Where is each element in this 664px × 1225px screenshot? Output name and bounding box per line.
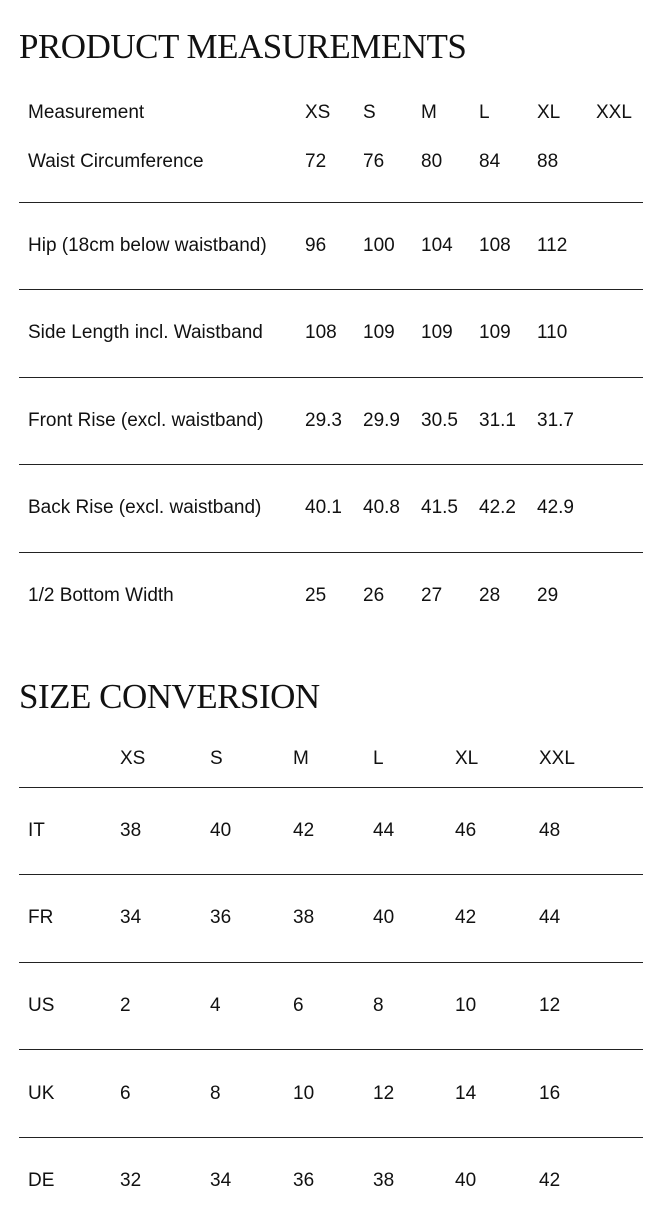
table-cell: [587, 146, 643, 202]
table-cell: 36: [293, 1170, 315, 1192]
table-cell: 6: [120, 1082, 131, 1104]
table-cell: 38: [120, 819, 142, 841]
measurement-label: Front Rise (excl. waistband): [28, 409, 264, 431]
table-cell: 42: [455, 907, 477, 929]
table-cell: 10: [293, 1082, 315, 1104]
table-cell: [587, 290, 643, 378]
table-row: [19, 962, 643, 1050]
table-cell: 40: [373, 907, 395, 929]
size-column-header: L: [373, 747, 384, 769]
table-cell: 88: [537, 150, 559, 172]
table-cell: 41.5: [421, 497, 458, 519]
table-cell: 44: [373, 819, 395, 841]
region-label: DE: [28, 1170, 55, 1192]
table-row: [19, 552, 643, 640]
table-cell: 40.1: [305, 497, 342, 519]
size-column-header: M: [293, 747, 309, 769]
region-label: UK: [28, 1082, 55, 1104]
table-cell: 42: [293, 819, 315, 841]
region-column-header: [19, 731, 111, 787]
table-cell: 109: [363, 322, 395, 344]
table-cell: 72: [305, 150, 327, 172]
table-cell: 16: [539, 1082, 561, 1104]
table-cell: 30.5: [421, 409, 458, 431]
table-cell: 108: [479, 234, 511, 256]
table-cell: 12: [539, 994, 561, 1016]
region-label: US: [28, 994, 55, 1016]
table-row: [19, 1050, 643, 1138]
product-measurements-table: [19, 80, 643, 640]
table-cell: [587, 465, 643, 553]
table-cell: 80: [421, 150, 443, 172]
table-cell: 10: [455, 994, 477, 1016]
table-cell: 32: [120, 1170, 142, 1192]
table-row: [19, 290, 643, 378]
table-cell: 14: [455, 1082, 477, 1104]
table-cell: 34: [210, 1170, 232, 1192]
measurement-label: Waist Circumference: [28, 150, 204, 172]
table-cell: 4: [210, 994, 221, 1016]
table-cell: 109: [479, 322, 511, 344]
table-cell: 40: [455, 1170, 477, 1192]
table-row: [19, 787, 643, 875]
measurement-label: Side Length incl. Waistband: [28, 322, 263, 344]
table-cell: [587, 552, 643, 640]
size-column-header: XL: [537, 102, 561, 123]
table-cell: 42: [539, 1170, 561, 1192]
measurement-label: Hip (18cm below waistband): [28, 234, 267, 256]
size-column-header: XXL: [596, 102, 632, 123]
table-cell: 76: [363, 150, 385, 172]
table-cell: 8: [373, 994, 384, 1016]
size-column-header: XS: [305, 102, 331, 123]
table-cell: 36: [210, 907, 232, 929]
table-cell: 46: [455, 819, 477, 841]
size-column-header: L: [479, 102, 490, 123]
measurement-label: 1/2 Bottom Width: [28, 585, 174, 606]
size-conversion-title: SIZE CONVERSION: [19, 677, 320, 716]
table-cell: 31.7: [537, 409, 574, 431]
size-column-header: S: [363, 102, 376, 123]
table-cell: 110: [537, 322, 568, 344]
table-cell: 42.9: [537, 497, 574, 519]
table-cell: 38: [293, 907, 315, 929]
table-cell: 8: [210, 1082, 221, 1104]
table-cell: 48: [539, 819, 561, 841]
table-cell: 27: [421, 585, 443, 606]
table-cell: 42.2: [479, 497, 516, 519]
table-row: [19, 875, 643, 963]
table-cell: 12: [373, 1082, 395, 1104]
table-cell: 26: [363, 585, 385, 606]
table-cell: 29: [537, 585, 559, 606]
table-row: [19, 1137, 643, 1225]
product-measurements-title: PRODUCT MEASUREMENTS: [19, 27, 467, 66]
size-column-header: XL: [455, 747, 479, 769]
table-cell: 31.1: [479, 409, 516, 431]
table-row: [19, 202, 643, 290]
table-cell: 29.3: [305, 409, 342, 431]
size-column-header: M: [421, 102, 437, 123]
table-cell: [587, 377, 643, 465]
table-cell: 112: [537, 234, 568, 256]
table-cell: 109: [421, 322, 453, 344]
table-row: [19, 146, 643, 202]
size-column-header: XXL: [539, 747, 575, 769]
table-cell: 40.8: [363, 497, 400, 519]
size-column-header: XS: [120, 747, 146, 769]
table-cell: 28: [479, 585, 501, 606]
table-cell: 25: [305, 585, 327, 606]
table-cell: 2: [120, 994, 131, 1016]
table-row: [19, 465, 643, 553]
measurement-label: Back Rise (excl. waistband): [28, 497, 262, 519]
region-label: IT: [28, 819, 45, 841]
table-cell: 29.9: [363, 409, 400, 431]
table-cell: 34: [120, 907, 142, 929]
conversion-header-row: [19, 731, 643, 787]
table-cell: 38: [373, 1170, 395, 1192]
size-column-header: S: [210, 747, 223, 769]
region-label: FR: [28, 907, 54, 929]
table-cell: 108: [305, 322, 337, 344]
table-cell: 40: [210, 819, 232, 841]
measurements-header-row: [19, 80, 643, 146]
measurement-column-header: Measurement: [28, 102, 145, 123]
table-cell: 6: [293, 994, 304, 1016]
table-cell: 84: [479, 150, 501, 172]
size-conversion-table: [19, 731, 643, 1225]
table-cell: 100: [363, 234, 395, 256]
table-cell: 44: [539, 907, 561, 929]
table-cell: 96: [305, 234, 327, 256]
table-cell: [587, 202, 643, 290]
table-cell: 104: [421, 234, 453, 256]
table-row: [19, 377, 643, 465]
